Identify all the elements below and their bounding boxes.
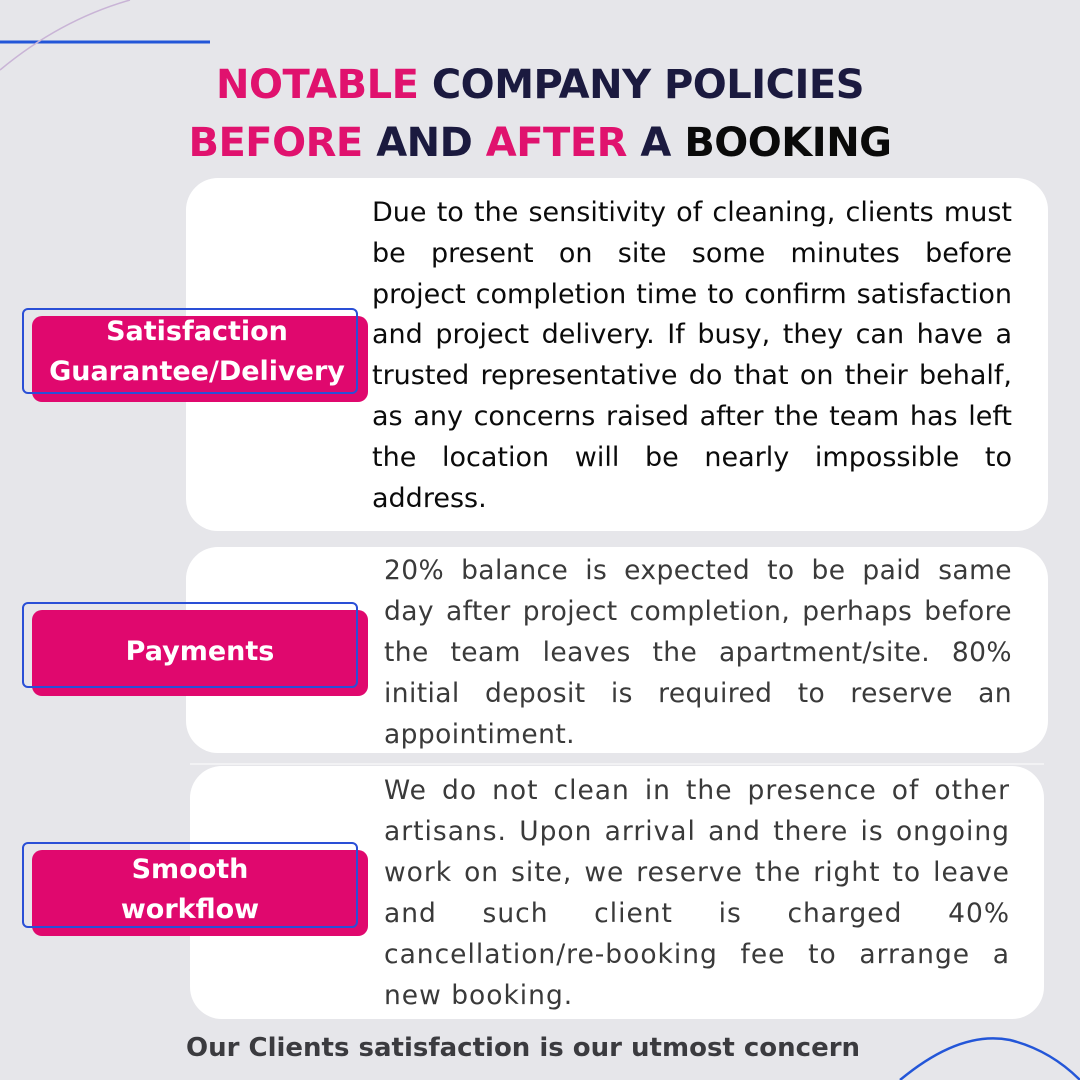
label-line: Guarantee/Delivery (49, 356, 345, 387)
label-line: Payments (125, 636, 275, 667)
title-word: AND (376, 120, 473, 166)
title-word: BEFORE (188, 120, 363, 166)
title-word: BOOKING (684, 120, 892, 166)
title-word: COMPANY POLICIES (431, 62, 865, 108)
label-line: workflow (120, 894, 260, 925)
policy-text-workflow: We do not clean in the presence of other artisans. Upon arrival and there is ongoing work on site, we reserve the right to leave and such client is charged 40% cancellation/re-booking fee to arrange a new booking. (384, 775, 1010, 1011)
title-line-2 (0, 114, 1080, 172)
label-line: Satisfaction (106, 316, 288, 347)
title-word: NOTABLE (215, 62, 419, 108)
policy-text-satisfaction: Due to the sensitivity of cleaning, clients must be present on site some minutes before project completion time to confirm satisfaction and project delivery. If busy, they can have a trusted representative do that on their behalf, as any concerns raised after the team has left the location will be nearly impossible to address. (372, 197, 1012, 514)
title-word: A (640, 120, 671, 166)
title-word: AFTER (485, 120, 627, 166)
policy-label-payments (32, 610, 368, 694)
page-title (0, 56, 1080, 172)
title-line-1 (0, 56, 1080, 114)
policy-text-payments: 20% balance is expected to be paid same day after project completion, perhaps before the team leaves the apartment/site. 80% initial deposit is required to reserve an appointiment. (384, 555, 1012, 750)
bottom-right-curve (900, 1038, 1080, 1080)
policy-label-satisfaction (32, 310, 362, 394)
footer-tagline: Our Clients satisfaction is our utmost concern (186, 1033, 861, 1063)
policy-label-workflow (22, 848, 358, 932)
label-line: Smooth (131, 854, 249, 885)
